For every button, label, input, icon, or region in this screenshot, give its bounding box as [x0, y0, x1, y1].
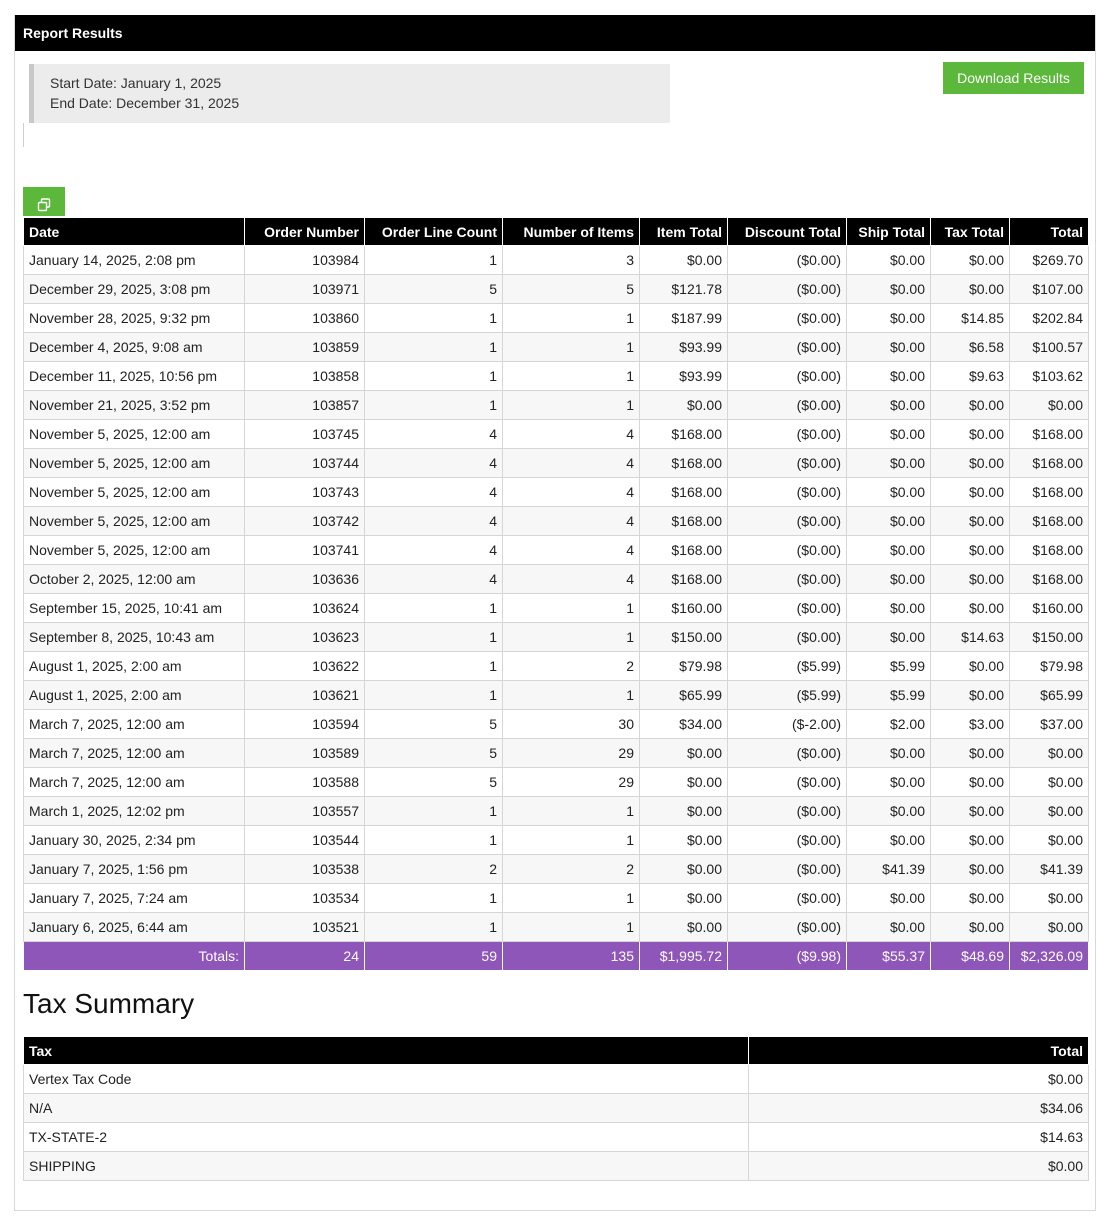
cell-discount-total: ($0.00)	[728, 304, 847, 333]
orders-header-row	[24, 218, 1089, 246]
cell-tax-total: $0.00	[931, 536, 1010, 565]
cell-number-of-items: 4	[503, 565, 640, 594]
cell-date: March 7, 2025, 12:00 am	[24, 768, 245, 797]
cell-order-number: 103589	[245, 739, 365, 768]
cell-number-of-items: 1	[503, 826, 640, 855]
col-order-number[interactable]: Order Number	[245, 218, 365, 246]
copy-button[interactable]	[23, 187, 65, 216]
cell-order-number: 103971	[245, 275, 365, 304]
cell-discount-total: ($0.00)	[728, 623, 847, 652]
cell-ship-total: $2.00	[847, 710, 931, 739]
cell-ship-total: $0.00	[847, 275, 931, 304]
cell-tax-total: $0.00	[931, 826, 1010, 855]
cell-number-of-items: 1	[503, 333, 640, 362]
cell-item-total: $168.00	[640, 536, 728, 565]
cell-item-total: $168.00	[640, 507, 728, 536]
cell-tax-name: TX-STATE-2	[24, 1123, 749, 1152]
cell-date: January 7, 2025, 7:24 am	[24, 884, 245, 913]
cell-order-line-count: 1	[365, 362, 503, 391]
table-row	[24, 594, 1089, 623]
table-row	[24, 913, 1089, 942]
cell-order-line-count: 5	[365, 710, 503, 739]
cell-discount-total: ($5.99)	[728, 681, 847, 710]
cell-total: $107.00	[1010, 275, 1089, 304]
cell-item-total: $168.00	[640, 478, 728, 507]
cell-total: $103.62	[1010, 362, 1089, 391]
cell-number-of-items: 1	[503, 913, 640, 942]
cell-ship-total: $0.00	[847, 391, 931, 420]
col-discount-total[interactable]: Discount Total	[728, 218, 847, 246]
cell-tax-total: $0.00	[931, 246, 1010, 275]
cell-item-total: $160.00	[640, 594, 728, 623]
cell-tax-name: Vertex Tax Code	[24, 1065, 749, 1094]
cell-order-number: 103521	[245, 913, 365, 942]
col-order-line-count[interactable]: Order Line Count	[365, 218, 503, 246]
cell-number-of-items: 4	[503, 536, 640, 565]
cell-number-of-items: 30	[503, 710, 640, 739]
report-results-panel	[14, 15, 1096, 1211]
cell-item-total: $0.00	[640, 855, 728, 884]
cell-total: $79.98	[1010, 652, 1089, 681]
cell-order-number: 103636	[245, 565, 365, 594]
cell-discount-total: ($0.00)	[728, 478, 847, 507]
cell-date: November 21, 2025, 3:52 pm	[24, 391, 245, 420]
cell-total: $0.00	[1010, 391, 1089, 420]
cell-discount-total: ($0.00)	[728, 768, 847, 797]
cell-discount-total: ($0.00)	[728, 449, 847, 478]
totals-total: $2,326.09	[1010, 942, 1089, 971]
cell-tax-total: $9.63	[931, 362, 1010, 391]
panel-title: Report Results	[15, 15, 1095, 51]
cell-order-number: 103859	[245, 333, 365, 362]
cell-discount-total: ($5.99)	[728, 652, 847, 681]
totals-row	[24, 942, 1089, 971]
cell-total: $0.00	[1010, 913, 1089, 942]
cell-discount-total: ($0.00)	[728, 565, 847, 594]
cell-item-total: $168.00	[640, 420, 728, 449]
cell-tax-total: $0.00	[931, 855, 1010, 884]
table-row	[24, 478, 1089, 507]
cell-tax-total: $0.00	[931, 594, 1010, 623]
table-row	[24, 768, 1089, 797]
cell-ship-total: $0.00	[847, 623, 931, 652]
cell-discount-total: ($0.00)	[728, 362, 847, 391]
table-row	[24, 652, 1089, 681]
cell-total: $168.00	[1010, 565, 1089, 594]
cell-order-line-count: 2	[365, 855, 503, 884]
totals-order-number: 24	[245, 942, 365, 971]
cell-ship-total: $0.00	[847, 797, 931, 826]
cell-order-number: 103860	[245, 304, 365, 333]
cell-tax-total: $0.00	[931, 449, 1010, 478]
cell-total: $150.00	[1010, 623, 1089, 652]
cell-total: $0.00	[1010, 826, 1089, 855]
cell-total: $0.00	[1010, 797, 1089, 826]
cell-tax-total: $14.63	[931, 623, 1010, 652]
cell-ship-total: $0.00	[847, 536, 931, 565]
cell-order-number: 103741	[245, 536, 365, 565]
cell-date: October 2, 2025, 12:00 am	[24, 565, 245, 594]
cell-order-line-count: 1	[365, 913, 503, 942]
cell-number-of-items: 1	[503, 362, 640, 391]
cell-order-number: 103745	[245, 420, 365, 449]
cell-number-of-items: 4	[503, 420, 640, 449]
cell-number-of-items: 29	[503, 739, 640, 768]
cell-date: January 30, 2025, 2:34 pm	[24, 826, 245, 855]
cell-order-line-count: 1	[365, 594, 503, 623]
cell-item-total: $0.00	[640, 391, 728, 420]
cell-order-line-count: 1	[365, 623, 503, 652]
cell-tax-total: $14.85	[931, 304, 1010, 333]
cell-number-of-items: 1	[503, 797, 640, 826]
cell-tax-total: $0.00	[931, 507, 1010, 536]
cell-order-number: 103538	[245, 855, 365, 884]
cell-date: March 7, 2025, 12:00 am	[24, 739, 245, 768]
cell-order-number: 103594	[245, 710, 365, 739]
cell-total: $160.00	[1010, 594, 1089, 623]
cell-order-number: 103984	[245, 246, 365, 275]
cell-tax-total: $0.00	[931, 797, 1010, 826]
cell-order-line-count: 1	[365, 304, 503, 333]
col-total[interactable]: Total	[1010, 218, 1089, 246]
cell-item-total: $168.00	[640, 565, 728, 594]
cell-item-total: $0.00	[640, 884, 728, 913]
cell-order-line-count: 1	[365, 652, 503, 681]
cell-item-total: $65.99	[640, 681, 728, 710]
cell-ship-total: $5.99	[847, 652, 931, 681]
cell-date: November 5, 2025, 12:00 am	[24, 536, 245, 565]
cell-item-total: $0.00	[640, 246, 728, 275]
cell-item-total: $121.78	[640, 275, 728, 304]
cell-item-total: $93.99	[640, 362, 728, 391]
table-row	[24, 623, 1089, 652]
end-date: End Date: December 31, 2025	[50, 95, 240, 111]
cell-number-of-items: 5	[503, 275, 640, 304]
cell-tax-name: SHIPPING	[24, 1152, 749, 1181]
cell-discount-total: ($0.00)	[728, 826, 847, 855]
cell-date: January 14, 2025, 2:08 pm	[24, 246, 245, 275]
cell-date: September 15, 2025, 10:41 am	[24, 594, 245, 623]
cell-discount-total: ($0.00)	[728, 739, 847, 768]
cell-total: $65.99	[1010, 681, 1089, 710]
cell-total: $0.00	[1010, 884, 1089, 913]
cell-number-of-items: 1	[503, 884, 640, 913]
cell-item-total: $93.99	[640, 333, 728, 362]
cell-number-of-items: 4	[503, 507, 640, 536]
cell-item-total: $187.99	[640, 304, 728, 333]
table-row	[24, 333, 1089, 362]
table-row	[24, 826, 1089, 855]
cell-item-total: $168.00	[640, 449, 728, 478]
cell-date: September 8, 2025, 10:43 am	[24, 623, 245, 652]
cell-number-of-items: 3	[503, 246, 640, 275]
cell-total: $202.84	[1010, 304, 1089, 333]
cell-order-line-count: 4	[365, 507, 503, 536]
cell-tax-total: $0.00	[931, 275, 1010, 304]
table-row	[24, 304, 1089, 333]
cell-number-of-items: 1	[503, 304, 640, 333]
cell-order-line-count: 4	[365, 478, 503, 507]
totals-number-of-items: 135	[503, 942, 640, 971]
cell-tax-total: $0.00	[931, 391, 1010, 420]
cell-date: January 6, 2025, 6:44 am	[24, 913, 245, 942]
cell-date: November 5, 2025, 12:00 am	[24, 507, 245, 536]
cell-total: $37.00	[1010, 710, 1089, 739]
cell-ship-total: $0.00	[847, 420, 931, 449]
cell-order-line-count: 1	[365, 797, 503, 826]
cell-total: $0.00	[1010, 739, 1089, 768]
cell-tax-total: $0.00	[749, 1065, 1089, 1094]
cell-ship-total: $0.00	[847, 333, 931, 362]
cell-discount-total: ($0.00)	[728, 246, 847, 275]
cell-order-line-count: 1	[365, 884, 503, 913]
totals-label: Totals:	[24, 942, 245, 971]
table-row	[24, 420, 1089, 449]
tax-row	[24, 1094, 1089, 1123]
cell-date: November 5, 2025, 12:00 am	[24, 449, 245, 478]
cell-tax-total: $0.00	[931, 913, 1010, 942]
cell-number-of-items: 1	[503, 623, 640, 652]
table-row	[24, 681, 1089, 710]
cell-order-number: 103557	[245, 797, 365, 826]
cell-ship-total: $0.00	[847, 507, 931, 536]
cell-discount-total: ($0.00)	[728, 913, 847, 942]
cell-date: March 1, 2025, 12:02 pm	[24, 797, 245, 826]
cell-order-number: 103623	[245, 623, 365, 652]
cell-tax-total: $0.00	[931, 478, 1010, 507]
cell-order-line-count: 1	[365, 246, 503, 275]
date-range-box	[29, 64, 670, 123]
cell-item-total: $34.00	[640, 710, 728, 739]
cell-discount-total: ($0.00)	[728, 797, 847, 826]
table-row	[24, 449, 1089, 478]
cell-total: $168.00	[1010, 449, 1089, 478]
cell-date: March 7, 2025, 12:00 am	[24, 710, 245, 739]
cell-ship-total: $0.00	[847, 739, 931, 768]
cell-discount-total: ($0.00)	[728, 507, 847, 536]
cell-number-of-items: 4	[503, 478, 640, 507]
table-row	[24, 536, 1089, 565]
cell-order-number: 103621	[245, 681, 365, 710]
col-tax[interactable]: Tax	[24, 1037, 749, 1065]
totals-order-line-count: 59	[365, 942, 503, 971]
cell-date: December 29, 2025, 3:08 pm	[24, 275, 245, 304]
cell-total: $100.57	[1010, 333, 1089, 362]
cell-ship-total: $0.00	[847, 913, 931, 942]
cell-number-of-items: 1	[503, 594, 640, 623]
cell-ship-total: $0.00	[847, 884, 931, 913]
cell-order-line-count: 5	[365, 768, 503, 797]
cell-tax-total: $0.00	[931, 565, 1010, 594]
table-row	[24, 507, 1089, 536]
cell-total: $269.70	[1010, 246, 1089, 275]
cell-total: $41.39	[1010, 855, 1089, 884]
cell-tax-total: $0.00	[931, 652, 1010, 681]
tax-summary-title: Tax Summary	[23, 988, 195, 1019]
tax-summary-table	[23, 1036, 1089, 1181]
tax-row	[24, 1065, 1089, 1094]
cell-number-of-items: 1	[503, 391, 640, 420]
cell-tax-total: $0.00	[931, 681, 1010, 710]
cell-order-number: 103858	[245, 362, 365, 391]
cell-order-number: 103742	[245, 507, 365, 536]
cell-tax-total: $34.06	[749, 1094, 1089, 1123]
cell-item-total: $0.00	[640, 768, 728, 797]
table-row	[24, 246, 1089, 275]
cell-discount-total: ($0.00)	[728, 884, 847, 913]
cell-ship-total: $0.00	[847, 565, 931, 594]
tax-header-row	[24, 1037, 1089, 1065]
cell-date: August 1, 2025, 2:00 am	[24, 681, 245, 710]
table-row	[24, 565, 1089, 594]
cell-item-total: $0.00	[640, 797, 728, 826]
cell-order-line-count: 5	[365, 739, 503, 768]
cell-tax-total: $0.00	[931, 768, 1010, 797]
cell-discount-total: ($0.00)	[728, 420, 847, 449]
cell-date: November 28, 2025, 9:32 pm	[24, 304, 245, 333]
cell-discount-total: ($0.00)	[728, 536, 847, 565]
cell-item-total: $0.00	[640, 739, 728, 768]
table-row	[24, 391, 1089, 420]
divider	[23, 123, 24, 147]
cell-discount-total: ($0.00)	[728, 391, 847, 420]
cell-tax-total: $0.00	[749, 1152, 1089, 1181]
cell-number-of-items: 4	[503, 449, 640, 478]
cell-date: December 11, 2025, 10:56 pm	[24, 362, 245, 391]
cell-order-line-count: 1	[365, 391, 503, 420]
cell-ship-total: $0.00	[847, 768, 931, 797]
cell-order-number: 103744	[245, 449, 365, 478]
cell-date: November 5, 2025, 12:00 am	[24, 420, 245, 449]
cell-order-line-count: 4	[365, 420, 503, 449]
tax-row	[24, 1152, 1089, 1181]
download-results-button[interactable]: Download Results	[943, 62, 1084, 94]
cell-tax-total: $6.58	[931, 333, 1010, 362]
orders-table	[23, 217, 1089, 971]
cell-order-number: 103743	[245, 478, 365, 507]
start-date: Start Date: January 1, 2025	[50, 75, 222, 91]
cell-discount-total: ($0.00)	[728, 275, 847, 304]
cell-ship-total: $0.00	[847, 362, 931, 391]
cell-tax-total: $14.63	[749, 1123, 1089, 1152]
cell-total: $168.00	[1010, 536, 1089, 565]
cell-item-total: $150.00	[640, 623, 728, 652]
copy-icon	[37, 198, 51, 212]
cell-tax-total: $0.00	[931, 884, 1010, 913]
col-date[interactable]: Date	[24, 218, 245, 246]
cell-tax-total: $0.00	[931, 739, 1010, 768]
table-row	[24, 797, 1089, 826]
cell-order-line-count: 4	[365, 536, 503, 565]
col-number-of-items[interactable]: Number of Items	[503, 218, 640, 246]
cell-total: $0.00	[1010, 768, 1089, 797]
cell-order-number: 103544	[245, 826, 365, 855]
cell-total: $168.00	[1010, 478, 1089, 507]
col-tax-amount[interactable]: Total	[749, 1037, 1089, 1065]
col-item-total[interactable]: Item Total	[640, 218, 728, 246]
cell-order-number: 103624	[245, 594, 365, 623]
cell-item-total: $79.98	[640, 652, 728, 681]
table-row	[24, 739, 1089, 768]
cell-order-number: 103588	[245, 768, 365, 797]
table-row	[24, 362, 1089, 391]
cell-tax-total: $3.00	[931, 710, 1010, 739]
tax-row	[24, 1123, 1089, 1152]
cell-discount-total: ($-2.00)	[728, 710, 847, 739]
cell-date: January 7, 2025, 1:56 pm	[24, 855, 245, 884]
cell-total: $168.00	[1010, 507, 1089, 536]
cell-ship-total: $0.00	[847, 304, 931, 333]
cell-discount-total: ($0.00)	[728, 333, 847, 362]
cell-ship-total: $0.00	[847, 826, 931, 855]
totals-item-total: $1,995.72	[640, 942, 728, 971]
cell-tax-name: N/A	[24, 1094, 749, 1123]
totals-ship-total: $55.37	[847, 942, 931, 971]
col-ship-total[interactable]: Ship Total	[847, 218, 931, 246]
cell-number-of-items: 29	[503, 768, 640, 797]
cell-order-line-count: 1	[365, 681, 503, 710]
cell-order-number: 103622	[245, 652, 365, 681]
cell-order-line-count: 1	[365, 333, 503, 362]
table-row	[24, 884, 1089, 913]
cell-ship-total: $0.00	[847, 449, 931, 478]
cell-ship-total: $5.99	[847, 681, 931, 710]
cell-ship-total: $41.39	[847, 855, 931, 884]
cell-order-line-count: 4	[365, 449, 503, 478]
cell-date: November 5, 2025, 12:00 am	[24, 478, 245, 507]
cell-date: August 1, 2025, 2:00 am	[24, 652, 245, 681]
totals-discount-total: ($9.98)	[728, 942, 847, 971]
cell-ship-total: $0.00	[847, 478, 931, 507]
cell-ship-total: $0.00	[847, 594, 931, 623]
cell-order-number: 103857	[245, 391, 365, 420]
cell-number-of-items: 2	[503, 652, 640, 681]
table-row	[24, 710, 1089, 739]
cell-order-line-count: 5	[365, 275, 503, 304]
cell-tax-total: $0.00	[931, 420, 1010, 449]
cell-order-number: 103534	[245, 884, 365, 913]
cell-number-of-items: 1	[503, 681, 640, 710]
col-tax-total[interactable]: Tax Total	[931, 218, 1010, 246]
cell-date: December 4, 2025, 9:08 am	[24, 333, 245, 362]
cell-item-total: $0.00	[640, 826, 728, 855]
cell-order-line-count: 1	[365, 826, 503, 855]
cell-total: $168.00	[1010, 420, 1089, 449]
cell-discount-total: ($0.00)	[728, 594, 847, 623]
table-row	[24, 855, 1089, 884]
cell-discount-total: ($0.00)	[728, 855, 847, 884]
cell-order-line-count: 4	[365, 565, 503, 594]
cell-number-of-items: 2	[503, 855, 640, 884]
totals-tax-total: $48.69	[931, 942, 1010, 971]
table-row	[24, 275, 1089, 304]
cell-ship-total: $0.00	[847, 246, 931, 275]
cell-item-total: $0.00	[640, 913, 728, 942]
